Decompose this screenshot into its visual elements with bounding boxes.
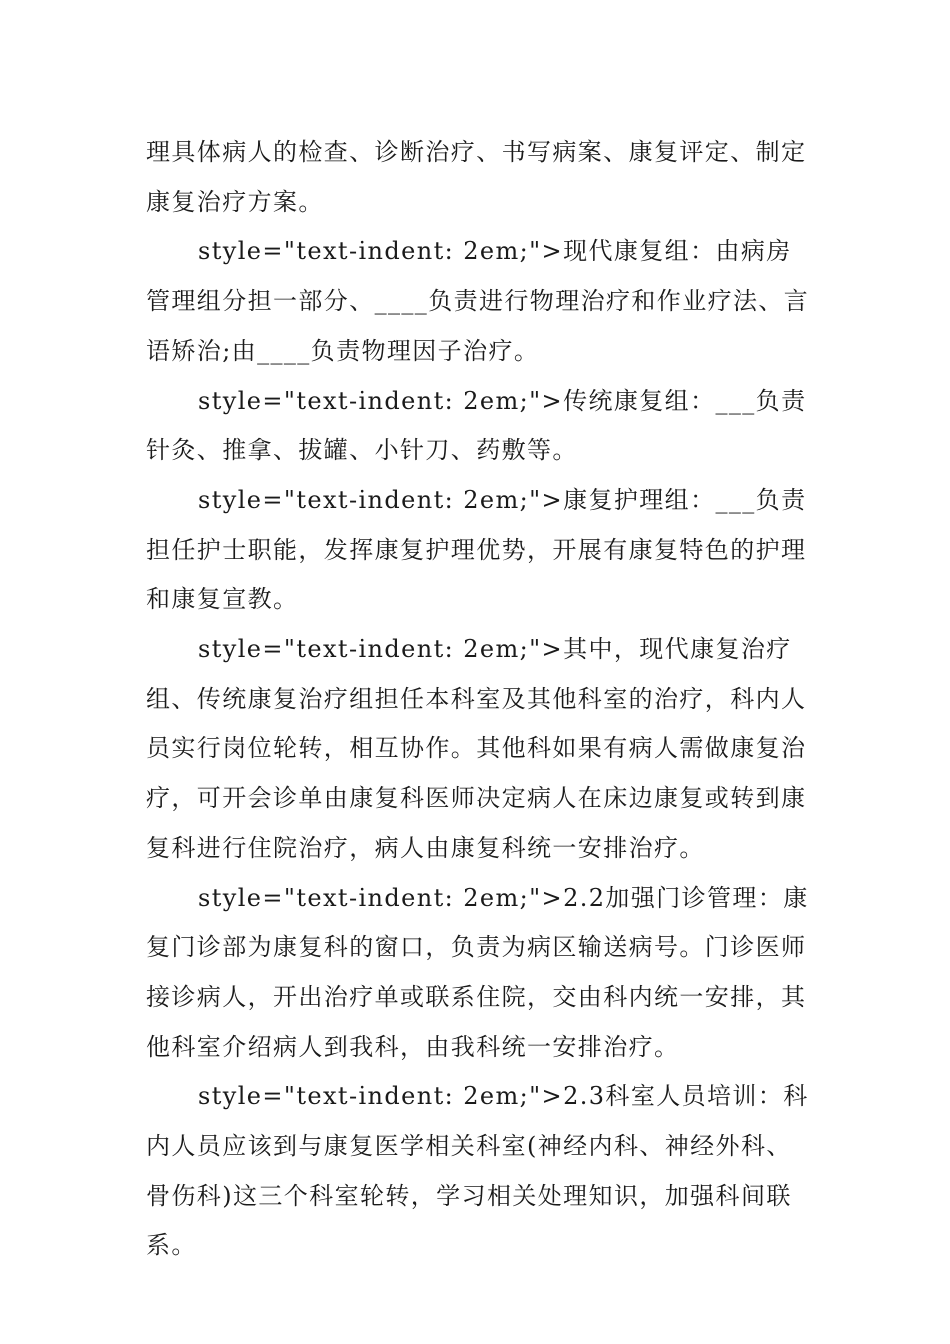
document-body: [146, 128, 816, 1271]
paragraph-traditional-rehab-group: style="text-indent: 2em;">传统康复组：___负责针灸、推拿、拔罐、小针刀、药敷等。: [146, 386, 807, 465]
paragraph-outpatient-management: style="text-indent: 2em;">2.2加强门诊管理：康复门诊部为康复科的窗口，负责为病区输送病号。门诊医师接诊病人，开出治疗单或联系住院，交由科内统一安排，其他科室介绍病人到我科，由我科统一安排治疗。: [146, 883, 809, 1061]
paragraph-continuation: 理具体病人的检查、诊断治疗、书写病案、康复评定、制定康复治疗方案。: [146, 138, 807, 216]
paragraph-staff-training: style="text-indent: 2em;">2.3科室人员培训：科内人员应该到与康复医学相关科室(神经内科、神经外科、骨伤科)这三个科室轮转，学习相关处理知识，加强科间联系。: [146, 1082, 809, 1260]
paragraph-rotation-cooperation: style="text-indent: 2em;">其中，现代康复治疗组、传统康复治疗组担任本科室及其他科室的治疗，科内人员实行岗位轮转，相互协作。其他科如果有病人需做康复治疗，可开会诊单由康复科医师决定病人在床边康复或转到康复科进行住院治疗，病人由康复科统一安排治疗。: [146, 635, 807, 862]
paragraph-rehab-nursing-group: style="text-indent: 2em;">康复护理组：___负责担任护士职能，发挥康复护理优势，开展有康复特色的护理和康复宣教。: [146, 485, 807, 614]
paragraph-modern-rehab-group: style="text-indent: 2em;">现代康复组：由病房管理组分担一部分、____负责进行物理治疗和作业疗法、言语矫治;由____负责物理因子治疗。: [146, 237, 810, 365]
